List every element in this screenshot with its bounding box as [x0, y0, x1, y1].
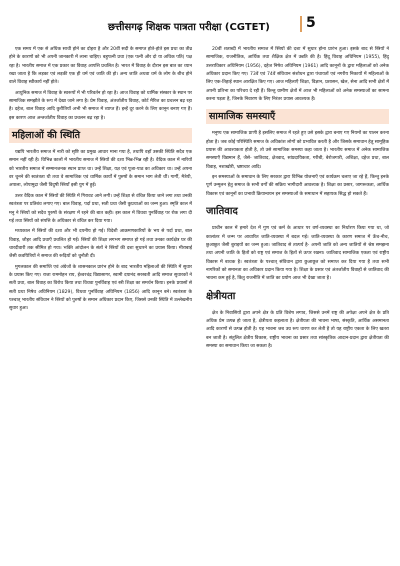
paragraph: मुगलकाल की समाप्ति एवं अंग्रेजों के शासनकाल प्रारंभ होने के बाद भारतीय महिलाओं की स्थिति में सुधार के प्रयास किए गए। राजा राममोहन राय, ईश्वरचंद्र विद्यासागर, स्वामी दयानंद सरस्वती आदि समाज सुधारकों ने सती प्रथा, बाल विवाह का विरोध किया तथा विधवा पुनर्विवाह एवं स्त्री शिक्षा का समर्थन किया। इनके प्रयासों से सती प्रथा निषेध अधिनियम (1829), विधवा पुनर्विवाह अधिनियम (1856) आदि कानून बने। स्वतंत्रता के पश्चात् भारतीय संविधान ने स्त्रियों को पुरुषों के समान अधिकार प्रदान किए, जिससे उनकी स्थिति में उल्लेखनीय सुधार हुआ।: [9, 264, 192, 312]
paragraph: मनुष्य एक सामाजिक प्राणी है इसलिए समाज में रहते हुए उसे इसके द्वारा बनाए गए नियमों का पालन करना होता है। जब कोई परिस्थिति समाज के अधिकांश लोगों को प्रभावित करती है और जिसके समाधान हेतु सामूहिक प्रयास की आवश्यकता होती है, तो उसे सामाजिक समस्या कहा जाता है। भारतीय समाज में अनेक सामाजिक समस्याएँ विद्यमान हैं, जैसे- जातिवाद, क्षेत्रवाद, सांप्रदायिकता, गरीबी, बेरोजगारी, अशिक्षा, दहेज प्रथा, बाल विवाह, नशाखोरी, भ्रष्टाचार आदि।: [206, 131, 389, 170]
paragraph: उत्तर वैदिक काल में स्त्रियों की स्थिति में गिरावट आने लगी। उन्हें शिक्षा से वंचित किया जाने लगा तथा उनकी स्वतंत्रता पर प्रतिबंध लगाए गए। बाल विवाह, पर्दा प्रथा, सती प्रथा जैसी कुप्रथाओं का जन्म हुआ। स्मृति काल में मनु ने स्त्रियों को सदैव पुरुषों के संरक्षण में रहने की बात कही। इस काल में विधवा पुनर्विवाह पर रोक लगा दी गई तथा स्त्रियों को संपत्ति के अधिकार से वंचित कर दिया गया।: [9, 193, 192, 224]
section-heading-regionalism: क्षेत्रीयता: [206, 290, 236, 302]
right-column: [206, 46, 389, 561]
paragraph: मध्यकाल में स्त्रियों की दशा और भी दयनीय हो गई। विदेशी आक्रमणकारियों के भय से पर्दा प्रथा, बाल विवाह, जौहर आदि प्रथाएँ प्रचलित हो गईं। स्त्रियों की शिक्षा लगभग समाप्त हो गई तथा उनका कार्यक्षेत्र घर की चारदीवारी तक सीमित हो गया। भक्ति आंदोलन के संतों ने स्त्रियों की दशा सुधारने का प्रयास किया। मीराबाई जैसी कवयित्रियों ने समाज की रूढ़ियों को चुनौती दी।: [9, 229, 192, 260]
section-heading-women: महिलाओं की स्थिति: [9, 128, 192, 143]
paragraph: 20वीं शताब्दी में भारतीय समाज में स्त्रियों की दशा में सुधार होना प्रारंभ हुआ। इसके बाद से स्त्रियों ने सामाजिक, राजनीतिक, आर्थिक तथा शैक्षिक क्षेत्र में उन्नति की है। हिंदू विवाह अधिनियम (1955), हिंदू उत्तराधिकार अधिनियम (1956), दहेज निषेध अधिनियम (1961) आदि कानूनों के द्वारा महिलाओं को अनेक अधिकार प्रदान किए गए। 73वें एवं 74वें संविधान संशोधन द्वारा पंचायतों एवं नगरीय निकायों में महिलाओं के लिए एक-तिहाई स्थान आरक्षित किए गए। आज महिलाएँ शिक्षा, विज्ञान, प्रशासन, खेल, सेना आदि सभी क्षेत्रों में अपनी प्रतिभा का परिचय दे रही हैं। किन्तु ग्रामीण क्षेत्रों में आज भी महिलाओं को अनेक समस्याओं का सामना करना पड़ता है, जिनके निवारण के लिए निरंतर प्रयास आवश्यक हैं।: [206, 47, 389, 103]
paragraph: प्राचीन काल में हमारे देश में गुण एवं कर्म के आधार पर वर्ण-व्यवस्था का निर्धारण किया गया था, जो कालांतर में जन्म पर आधारित जाति-व्यवस्था में बदल गई। जाति-व्यवस्था के कारण समाज में ऊँच-नीच, छुआछूत जैसी बुराइयों का जन्म हुआ। जातिवाद से तात्पर्य है- अपनी जाति को अन्य जातियों से श्रेष्ठ समझना तथा अपनी जाति के हितों को राष्ट्र एवं समाज के हितों से ऊपर रखना। जातिवाद सामाजिक एकता एवं राष्ट्रीय विकास में बाधक है। स्वतंत्रता के पश्चात् संविधान द्वारा छुआछूत को समाप्त कर दिया गया है तथा सभी नागरिकों को समानता का अधिकार प्रदान किया गया है। शिक्षा के प्रसार एवं अंतर्जातीय विवाहों से जातिवाद की भावना कम हुई है, किंतु राजनीति में जाति का प्रयोग आज भी देखा जाता है।: [206, 226, 389, 282]
section-heading-casteism: जातिवाद: [206, 206, 238, 218]
left-column: [9, 46, 192, 561]
paragraph: क्षेत्र के निवासियों द्वारा अपने क्षेत्र के प्रति विशेष लगाव, जिससे उनमें राष्ट्र की अपेक्षा अपने क्षेत्र के प्रति अधिक प्रेम उत्पन्न हो जाता है, क्षेत्रीयता कहलाता है। क्षेत्रीयता की भावना भाषा, संस्कृति, आर्थिक असमानता आदि कारणों से उत्पन्न होती है। यह भावना जब उग्र रूप धारण कर लेती है तो यह राष्ट्रीय एकता के लिए खतरा बन जाती है। संतुलित क्षेत्रीय विकास, राष्ट्रीय भावना का प्रसार तथा सांस्कृतिक आदान-प्रदान द्वारा क्षेत्रीयता की समस्या का समाधान किया जा सकता है।: [206, 310, 389, 349]
page-number: 5: [306, 15, 316, 31]
section-heading-social-problems: सामाजिक समस्याएँ: [206, 109, 389, 124]
paragraph: इन समस्याओं के समाधान के लिए सरकार द्वारा विभिन्न योजनाएँ एवं कार्यक्रम चलाए जा रहे हैं, किन्तु इनके पूर्ण उन्मूलन हेतु समाज के सभी वर्गों की सक्रिय भागीदारी आवश्यक है। शिक्षा का प्रसार, जागरूकता, आर्थिक विकास एवं कानूनों का प्रभावी क्रियान्वयन इन समस्याओं के समाधान में सहायक सिद्ध हो सकते हैं।: [206, 175, 389, 197]
page-header: [0, 0, 400, 40]
header-separator: [300, 16, 302, 32]
paragraph: एक समय में एक से अधिक साथी होने का दोहरा है और 20वीं सदी के समाप्त होते-होते इस प्रथा का तीव्र होने के कारणों को भी अपनी जानकारी में लाना चाहिए। बहुपत्नी प्रथा (एक पत्नी और दो या अधिक पति) पक्ष रहा है। भारतीय समाज में एक प्रकार का विवाह आपत्ति प्रचलित है। भारत में विवाह के दौरान इस बात का ध्यान रखा जाता है कि लड़का एवं लड़की एक ही धर्म एवं जाति की हो। अन्य जाति अथवा धर्म के लोग के बीच होने वाले विवाह स्वीकार्य नहीं होते।: [9, 47, 192, 86]
paragraph: आधुनिक समाज में विवाह के स्वरूपों में भी परिवर्तन हो रहा है। आज विवाह को धार्मिक संस्कार के स्थान पर सामाजिक समझौते के रूप में देखा जाने लगा है। प्रेम विवाह, अंतर्जातीय विवाह, कोर्ट मैरिज का प्रचलन बढ़ रहा है। दहेज, बाल विवाह आदि कुरीतियाँ अभी भी समाज में व्याप्त हैं। इन्हें दूर करने के लिए कानून बनाए गए हैं। इस कारण आज अन्तर्जातीय विवाह का प्रचलन बढ़ रहा है।: [9, 90, 192, 121]
header-title: छत्तीसगढ़ शिक्षक पात्रता परीक्षा (CGTET): [108, 22, 270, 33]
paragraph: यद्यपि भारतीय समाज में नारी को सृष्टि का प्रमुख आधार माना गया है, तथापि वहाँ उसकी स्थिति सदैव एक समान नहीं रही है। विभिन्न कालों में भारतीय समाज में स्त्रियों की दशा भिन्न-भिन्न रही है। वैदिक काल में नारियों को भारतीय समाज में सम्मानजनक स्थान प्राप्त था। उन्हें शिक्षा, यज्ञ एवं पूजा-पाठ का अधिकार था। उन्हें अपना वर चुनने की स्वतंत्रता थी तथा वे सामाजिक एवं धार्मिक कार्यों में पुरुषों के समान भाग लेती थीं। गार्गी, मैत्रेयी, अपाला, लोपामुद्रा जैसी विदुषी स्त्रियाँ इसी युग में हुईं।: [9, 150, 192, 189]
